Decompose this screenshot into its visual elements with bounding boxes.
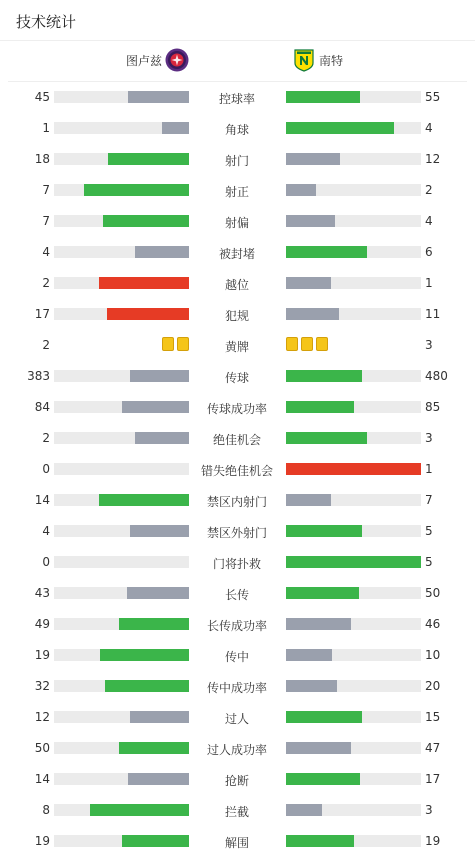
away-value: 55 bbox=[425, 90, 441, 104]
away-bar-track bbox=[286, 494, 421, 506]
stat-row bbox=[0, 268, 475, 299]
stat-label: 门将扑救 bbox=[212, 557, 261, 571]
stat-row bbox=[0, 516, 475, 547]
stat-row bbox=[0, 671, 475, 702]
home-value: 84 bbox=[34, 400, 50, 414]
home-bar-fill bbox=[130, 711, 189, 723]
away-value: 5 bbox=[425, 555, 433, 569]
home-value: 4 bbox=[42, 245, 50, 259]
away-bar-fill bbox=[286, 494, 331, 506]
away-bar-fill bbox=[286, 122, 394, 134]
away-bar-track bbox=[286, 122, 421, 134]
home-bar-track bbox=[54, 711, 189, 723]
home-bar-fill bbox=[127, 587, 189, 599]
stat-row bbox=[0, 392, 475, 423]
home-team-name[interactable]: 图卢兹 bbox=[125, 54, 162, 68]
away-bar-track bbox=[286, 618, 421, 630]
home-value: 50 bbox=[34, 741, 50, 755]
home-bar-fill bbox=[135, 246, 189, 258]
stat-row bbox=[0, 237, 475, 268]
away-bar-track bbox=[286, 835, 421, 847]
away-value: 50 bbox=[425, 586, 441, 600]
stat-row bbox=[0, 454, 475, 485]
away-bar-fill bbox=[286, 432, 367, 444]
away-bar-track bbox=[286, 184, 421, 196]
stat-label: 抢断 bbox=[224, 774, 249, 788]
home-value: 43 bbox=[34, 586, 50, 600]
home-bar-fill bbox=[130, 525, 189, 537]
stat-row bbox=[0, 206, 475, 237]
away-bar-fill bbox=[286, 618, 351, 630]
away-bar-fill bbox=[286, 649, 332, 661]
away-bar-track bbox=[286, 432, 421, 444]
away-team-name[interactable]: 南特 bbox=[319, 54, 344, 68]
stat-label: 射偏 bbox=[224, 216, 249, 230]
stat-label: 过人成功率 bbox=[206, 743, 267, 757]
stat-row bbox=[0, 578, 475, 609]
home-bar-track bbox=[54, 277, 189, 289]
away-value: 15 bbox=[425, 710, 441, 724]
stat-label: 黄牌 bbox=[224, 340, 249, 354]
stat-label: 过人 bbox=[224, 712, 249, 726]
home-bar-track bbox=[54, 401, 189, 413]
home-value: 19 bbox=[34, 648, 50, 662]
away-value: 480 bbox=[425, 369, 448, 383]
stat-row bbox=[0, 702, 475, 733]
away-bar-track bbox=[286, 742, 421, 754]
home-bar-fill bbox=[84, 184, 189, 196]
away-value: 17 bbox=[425, 772, 441, 786]
away-value: 85 bbox=[425, 400, 441, 414]
home-bar-track bbox=[54, 556, 189, 568]
stat-label: 控球率 bbox=[218, 92, 255, 106]
away-bar-fill bbox=[286, 308, 339, 320]
stat-label: 长传成功率 bbox=[206, 619, 267, 633]
home-value: 0 bbox=[42, 462, 50, 476]
stats-list bbox=[0, 82, 475, 857]
away-value: 3 bbox=[425, 431, 433, 445]
home-value: 1 bbox=[42, 121, 50, 135]
stat-row bbox=[0, 144, 475, 175]
stat-row bbox=[0, 733, 475, 764]
home-bar-track bbox=[54, 215, 189, 227]
away-bar-fill bbox=[286, 587, 359, 599]
stat-label: 射门 bbox=[224, 154, 249, 168]
home-bar-track bbox=[54, 742, 189, 754]
home-value: 14 bbox=[34, 772, 50, 786]
away-bar-track bbox=[286, 401, 421, 413]
yellow-card-icon bbox=[316, 337, 328, 351]
home-value: 14 bbox=[34, 493, 50, 507]
home-bar-fill bbox=[105, 680, 189, 692]
stat-label: 解围 bbox=[224, 836, 249, 850]
home-value: 12 bbox=[34, 710, 50, 724]
away-value: 4 bbox=[425, 121, 433, 135]
away-bar-track bbox=[286, 556, 421, 568]
stat-row bbox=[0, 795, 475, 826]
stat-label: 传球成功率 bbox=[206, 402, 267, 416]
away-bar-track bbox=[286, 215, 421, 227]
away-bar-track bbox=[286, 525, 421, 537]
stat-label: 长传 bbox=[224, 588, 249, 602]
home-bar-track bbox=[54, 494, 189, 506]
home-bar-track bbox=[54, 587, 189, 599]
away-bar-fill bbox=[286, 215, 335, 227]
stat-label: 射正 bbox=[224, 185, 249, 199]
away-bar-fill bbox=[286, 773, 360, 785]
home-bar-track bbox=[54, 835, 189, 847]
away-bar-fill bbox=[286, 525, 362, 537]
home-bar-fill bbox=[103, 215, 189, 227]
away-bar-fill bbox=[286, 463, 421, 475]
away-bar-fill bbox=[286, 401, 354, 413]
away-bar-track bbox=[286, 804, 421, 816]
home-value: 2 bbox=[42, 276, 50, 290]
home-bar-track bbox=[54, 773, 189, 785]
home-value: 45 bbox=[34, 90, 50, 104]
home-value: 18 bbox=[34, 152, 50, 166]
home-bar-fill bbox=[100, 649, 189, 661]
yellow-card-icon bbox=[301, 337, 313, 351]
away-value: 1 bbox=[425, 276, 433, 290]
page-title: 技术统计 bbox=[16, 13, 77, 31]
teams-header bbox=[0, 41, 475, 81]
home-value: 2 bbox=[42, 338, 50, 352]
away-bar-track bbox=[286, 91, 421, 103]
stat-label: 越位 bbox=[224, 278, 249, 292]
home-bar-track bbox=[54, 618, 189, 630]
stat-label: 传中成功率 bbox=[206, 681, 267, 695]
away-bar-track bbox=[286, 773, 421, 785]
away-value: 47 bbox=[425, 741, 441, 755]
stat-row bbox=[0, 299, 475, 330]
home-value: 7 bbox=[42, 214, 50, 228]
home-yellow-cards bbox=[162, 337, 189, 351]
home-bar-track bbox=[54, 370, 189, 382]
away-bar-track bbox=[286, 370, 421, 382]
home-bar-track bbox=[54, 153, 189, 165]
stat-label: 禁区内射门 bbox=[206, 495, 267, 509]
home-value: 17 bbox=[34, 307, 50, 321]
stat-label: 错失绝佳机会 bbox=[200, 464, 273, 478]
away-bar-fill bbox=[286, 153, 340, 165]
stat-row bbox=[0, 547, 475, 578]
away-bar-fill bbox=[286, 804, 322, 816]
home-bar-track bbox=[54, 246, 189, 258]
home-bar-fill bbox=[90, 804, 189, 816]
away-value: 19 bbox=[425, 834, 441, 848]
away-value: 10 bbox=[425, 648, 441, 662]
stat-label: 被封堵 bbox=[218, 247, 255, 261]
home-value: 0 bbox=[42, 555, 50, 569]
home-bar-track bbox=[54, 525, 189, 537]
away-value: 5 bbox=[425, 524, 433, 538]
home-bar-fill bbox=[107, 308, 189, 320]
stat-row bbox=[0, 423, 475, 454]
away-bar-fill bbox=[286, 556, 421, 568]
away-value: 7 bbox=[425, 493, 433, 507]
away-bar-fill bbox=[286, 370, 362, 382]
home-bar-track bbox=[54, 432, 189, 444]
home-value: 7 bbox=[42, 183, 50, 197]
stat-row bbox=[0, 82, 475, 113]
away-bar-track bbox=[286, 587, 421, 599]
home-bar-fill bbox=[135, 432, 189, 444]
stat-label: 拦截 bbox=[224, 805, 249, 819]
away-yellow-cards bbox=[286, 337, 328, 351]
away-bar-fill bbox=[286, 680, 337, 692]
home-bar-fill bbox=[119, 742, 189, 754]
home-bar-track bbox=[54, 91, 189, 103]
stat-row bbox=[0, 640, 475, 671]
nantes-crest-icon[interactable] bbox=[292, 48, 316, 72]
away-bar-track bbox=[286, 246, 421, 258]
stat-row bbox=[0, 361, 475, 392]
home-value: 4 bbox=[42, 524, 50, 538]
home-bar-fill bbox=[128, 91, 189, 103]
away-value: 1 bbox=[425, 462, 433, 476]
home-bar-track bbox=[54, 649, 189, 661]
home-bar-fill bbox=[99, 494, 189, 506]
home-value: 8 bbox=[42, 803, 50, 817]
stat-label: 角球 bbox=[224, 123, 249, 137]
away-bar-fill bbox=[286, 277, 331, 289]
home-value: 383 bbox=[27, 369, 50, 383]
stat-row bbox=[0, 330, 475, 361]
home-bar-track bbox=[54, 804, 189, 816]
home-bar-track bbox=[54, 308, 189, 320]
away-value: 46 bbox=[425, 617, 441, 631]
stat-row bbox=[0, 113, 475, 144]
away-value: 6 bbox=[425, 245, 433, 259]
away-bar-fill bbox=[286, 835, 354, 847]
home-value: 32 bbox=[34, 679, 50, 693]
home-bar-track bbox=[54, 680, 189, 692]
home-bar-fill bbox=[108, 153, 189, 165]
home-bar-fill bbox=[130, 370, 189, 382]
away-bar-fill bbox=[286, 742, 351, 754]
away-bar-fill bbox=[286, 246, 367, 258]
stat-row bbox=[0, 175, 475, 206]
away-bar-track bbox=[286, 463, 421, 475]
yellow-card-icon bbox=[162, 337, 174, 351]
home-bar-fill bbox=[128, 773, 189, 785]
stat-row bbox=[0, 609, 475, 640]
home-bar-fill bbox=[162, 122, 189, 134]
stat-row bbox=[0, 485, 475, 516]
stat-row bbox=[0, 826, 475, 857]
away-value: 4 bbox=[425, 214, 433, 228]
home-bar-fill bbox=[122, 401, 190, 413]
away-bar-fill bbox=[286, 184, 316, 196]
away-bar-fill bbox=[286, 711, 362, 723]
home-bar-fill bbox=[99, 277, 189, 289]
away-bar-track bbox=[286, 649, 421, 661]
stat-label: 绝佳机会 bbox=[212, 433, 261, 447]
away-value: 2 bbox=[425, 183, 433, 197]
away-bar-track bbox=[286, 680, 421, 692]
home-bar-fill bbox=[119, 618, 189, 630]
away-bar-track bbox=[286, 153, 421, 165]
stat-label: 禁区外射门 bbox=[206, 526, 267, 540]
away-value: 11 bbox=[425, 307, 441, 321]
away-bar-track bbox=[286, 308, 421, 320]
home-value: 19 bbox=[34, 834, 50, 848]
away-value: 12 bbox=[425, 152, 441, 166]
away-value: 3 bbox=[425, 338, 433, 352]
away-bar-track bbox=[286, 711, 421, 723]
yellow-card-icon bbox=[286, 337, 298, 351]
stat-label: 犯规 bbox=[224, 309, 249, 323]
home-value: 2 bbox=[42, 431, 50, 445]
away-bar-fill bbox=[286, 91, 360, 103]
stat-row bbox=[0, 764, 475, 795]
stat-label: 传球 bbox=[224, 371, 249, 385]
stat-label: 传中 bbox=[224, 650, 249, 664]
home-bar-track bbox=[54, 122, 189, 134]
home-value: 49 bbox=[34, 617, 50, 631]
away-bar-track bbox=[286, 277, 421, 289]
home-bar-track bbox=[54, 463, 189, 475]
away-value: 3 bbox=[425, 803, 433, 817]
toulouse-crest-icon[interactable] bbox=[165, 48, 189, 72]
away-value: 20 bbox=[425, 679, 441, 693]
home-bar-track bbox=[54, 184, 189, 196]
home-bar-fill bbox=[122, 835, 190, 847]
